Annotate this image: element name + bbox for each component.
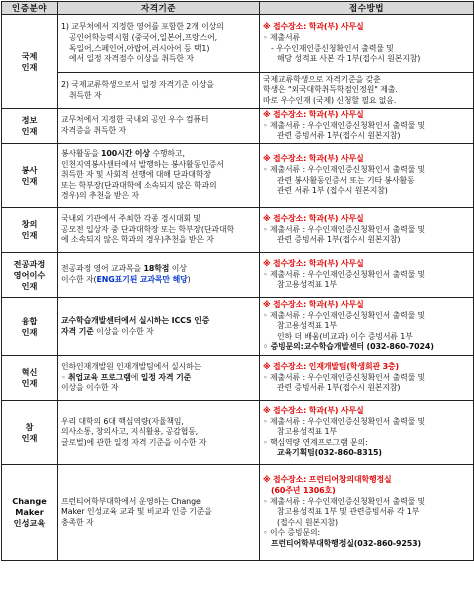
app-line: (접수시 원본지참) — [277, 517, 339, 527]
criteria-line: 공인어학능력시험 (중국어,일본어,프랑스어, — [69, 32, 218, 42]
note-mark: ※ — [263, 259, 271, 269]
app-line: 학생은 "외국대학취득학점인정원" 제출. — [263, 85, 398, 95]
contact-line: 교육기획팀(032-860-8315) — [277, 448, 382, 458]
note-mark: ※ — [263, 110, 271, 120]
contact-line: ◦ 증빙문의:교수학습개발센터 (032-860-7024) — [263, 342, 434, 352]
app-line: 관련 서류 1부 (접수시 원본지참) — [277, 186, 388, 196]
criteria-line: 교무처에서 지정한 국내외 공인 우수 컴퓨터 — [61, 115, 209, 125]
criteria-line: 취득한 자 및 사회적 선행에 대해 단과대학장 — [61, 170, 211, 180]
app-line: ◦ 핵심역량 연계프로그램 문의: — [263, 437, 368, 447]
category-cell — [2, 356, 58, 401]
category-line: 참 — [25, 421, 34, 432]
office-label: 접수장소: 학과(부) 사무실 — [273, 259, 364, 269]
app-line: 참고용성적표 1부 — [277, 427, 337, 437]
category-line: 융합 — [21, 315, 38, 326]
office-label: 접수장소: 인재개발팀(학생회관 3층) — [273, 362, 400, 372]
office-room: (60주년 1306호) — [271, 486, 336, 496]
row-global — [2, 15, 474, 73]
row-innovation — [2, 356, 474, 401]
row-global-exchange — [2, 73, 474, 109]
criteria-blue-note: ENG표기된 교과목만 해당 — [96, 275, 188, 284]
category-line: 인재 — [21, 378, 38, 388]
criteria-line: 교수학습개발센터에서 실시하는 ICCS 인증 — [61, 315, 210, 325]
app-line: 관련 봉사활동인증서 또는 기타 봉사활동 — [277, 175, 415, 185]
criteria-line: 자격증을 취득한 자 — [61, 126, 126, 135]
office-label: 접수장소: 학과(부) 사무실 — [273, 154, 364, 164]
application-cell — [260, 15, 474, 73]
app-line: ◦ 제출서류 : 우수인재인증신청확인서 출력물 및 — [263, 496, 426, 506]
category-cell — [2, 401, 58, 465]
app-line: 참고용성적표 1부 — [277, 280, 337, 290]
category-cell — [2, 144, 58, 208]
criteria-line: 충족한 자 — [61, 517, 94, 527]
note-mark: ※ — [263, 154, 271, 164]
category-line: 전공과정 — [13, 258, 46, 269]
criteria-text: ◦ — [61, 372, 68, 382]
app-line: ◦ 제출서류 : 우수인재인증신청확인서 출력물 및 — [263, 372, 426, 382]
app-line: ◦ 제출서류 : 우수인재인증신청확인서 출력물 및 — [263, 310, 426, 320]
category-line: 혁신 — [21, 367, 38, 377]
row-convergence — [2, 298, 474, 356]
criteria-cell — [58, 73, 260, 109]
note-mark: ※ — [263, 406, 271, 416]
header-application: 접수방법 — [260, 2, 474, 15]
category-line: 인재 — [21, 326, 38, 337]
criteria-text: 이상 — [169, 264, 187, 274]
criteria-line: 국내외 기관에서 주최한 각종 경시대회 및 — [61, 214, 201, 224]
note-mark: ※ — [263, 214, 271, 224]
category-cell — [2, 465, 58, 561]
criteria-line: 또는 학부장(단과대학에 소속되지 않은 학과의 — [61, 180, 217, 190]
criteria-line: 공모전 입상자 중 단과대학장 또는 학부장(단과대학 — [61, 224, 234, 234]
header-criteria: 자격기준 — [58, 2, 260, 15]
row-creative — [2, 208, 474, 253]
criteria-cell — [58, 253, 260, 298]
criteria-text: 이수한 자( — [61, 275, 97, 284]
application-cell — [260, 253, 474, 298]
category-line: 영어이수 — [13, 269, 46, 280]
app-line: ◦ 제출서류 : 우수인재인증신청확인서 출력물 및 — [263, 224, 426, 234]
note-mark: ※ — [263, 300, 271, 310]
criteria-text: 봉사활동을 — [61, 149, 102, 159]
criteria-cell — [58, 109, 260, 144]
app-line: 관련 증빙서류 1부(접수시 원본지참) — [277, 131, 401, 141]
category-line: 인재 — [21, 432, 38, 443]
app-line: - 우수인재인증신청확인서 출력물 및 — [271, 43, 394, 53]
app-line: 국제교류학생으로 자격기준을 갖춘 — [263, 74, 381, 84]
row-volunteer — [2, 144, 474, 208]
app-line: ◦ 제출서류 : 우수인재인증신청확인서 출력물 및 — [263, 164, 426, 174]
office-label: 접수장소: 학과(부) 사무실 — [273, 300, 364, 310]
application-cell — [260, 401, 474, 465]
criteria-line: 취득한 자 — [69, 90, 102, 100]
row-it — [2, 109, 474, 144]
row-true-talent — [2, 401, 474, 465]
application-cell — [260, 356, 474, 401]
criteria-line: 글로벌)에 관한 일정 자격 기준을 이수한 자 — [61, 437, 207, 447]
criteria-line: 에서 일정 자격점수 이상을 취득한 자 — [69, 54, 194, 64]
criteria-cell — [58, 356, 260, 401]
category-line: 인재 — [21, 126, 38, 136]
row-english-major — [2, 253, 474, 298]
office-label: 접수장소: 학과(부) 사무실 — [273, 406, 364, 416]
note-mark: ※ — [263, 22, 271, 32]
criteria-line: 2) 국제교류학생으로서 일정 자격기준 이상을 — [61, 79, 214, 89]
header-category: 인증분야 — [2, 2, 58, 15]
app-line: ◦ 제출서류 : 우수인재인증신청확인서 출력물 및 — [263, 120, 426, 130]
category-cell — [2, 15, 58, 109]
category-line: Change — [12, 496, 47, 506]
category-cell — [2, 253, 58, 298]
application-cell — [260, 208, 474, 253]
criteria-line: 1) 교무처에서 지정한 영어를 포함한 2개 이상의 — [61, 22, 224, 32]
criteria-text: 이상을 이수한 자 — [93, 326, 154, 336]
criteria-text: 에 — [130, 372, 141, 382]
application-cell — [260, 109, 474, 144]
certification-table — [1, 1, 474, 561]
category-cell — [2, 298, 58, 356]
criteria-highlight: 18학점 — [143, 264, 170, 274]
criteria-highlight: 취업교육 프로그램 — [67, 372, 131, 382]
app-line: 관련 증빙서류 1부(접수시 원본지참) — [277, 235, 401, 245]
criteria-line: 경우)의 추천을 받은 자 — [61, 191, 139, 201]
criteria-highlight: 자격 기준 — [61, 326, 94, 336]
note-mark: ※ — [263, 362, 271, 372]
category-line: Maker — [15, 507, 44, 517]
criteria-line: 우리 대학의 6대 핵심역량(자율책임, — [61, 416, 184, 426]
app-line: ◦ 제출서류 : 우수인재인증신청확인서 출력물 및 — [263, 269, 426, 279]
criteria-line: 이상을 이수한 자 — [61, 383, 119, 393]
criteria-line: 에 소속되지 않은 학과의 경우)추천을 받은 자 — [61, 235, 214, 245]
application-cell — [260, 465, 474, 561]
criteria-line: 인하인재개발원 인재개발팀에서 실시하는 — [61, 362, 202, 372]
category-line: 창의 — [21, 219, 38, 229]
app-line: ◦ 제출서류 — [263, 32, 301, 42]
office-label: 접수장소: 프런티어창의대학행정실 — [273, 475, 392, 485]
criteria-cell — [58, 298, 260, 356]
criteria-line: 인천지역봉사센터에서 발행하는 봉사활동인증서 — [61, 159, 224, 169]
criteria-highlight: 일정 자격 기준 — [140, 372, 192, 382]
criteria-text: ) — [187, 275, 191, 284]
criteria-cell — [58, 465, 260, 561]
note-mark: ※ — [263, 475, 271, 485]
criteria-cell — [58, 144, 260, 208]
criteria-cell — [58, 208, 260, 253]
app-line: 따로 우수인재 (국제) 신청할 필요 없음. — [263, 95, 397, 105]
category-line: 인재 — [21, 280, 38, 291]
category-line: 봉사 — [21, 164, 38, 175]
category-cell — [2, 109, 58, 144]
office-label: 접수장소: 학과(부) 사무실 — [273, 110, 364, 120]
app-line: 해당 성적표 사본 각 1부(접수시 원본지참) — [277, 54, 421, 64]
category-line: 국제 — [21, 50, 38, 61]
contact-line: 프런티어학부대학행정실(032-860-9253) — [271, 538, 422, 548]
category-cell — [2, 208, 58, 253]
application-cell — [260, 298, 474, 356]
criteria-cell — [58, 15, 260, 73]
office-label: 접수장소: 학과(부) 사무실 — [273, 214, 364, 224]
app-line: ◦ 제출서류 : 우수인재인증신청확인서 출력물 및 — [263, 416, 426, 426]
criteria-line: 의사소통, 창의사고, 지식활용, 공감협동, — [61, 427, 199, 437]
category-line: 인재 — [21, 230, 38, 240]
criteria-line: 프런티어학부대학에서 운영하는 Change — [61, 496, 201, 506]
criteria-text: 전공과정 영어 교과목을 — [61, 264, 144, 274]
criteria-text: 수행하고, — [149, 149, 185, 159]
category-line: 정보 — [21, 115, 38, 125]
application-cell — [260, 144, 474, 208]
app-line: 참고용성적표 1부 및 관련증빙서류 각 1부 — [277, 507, 420, 517]
app-line: 관련 증빙서류 1부(접수시 원본지참) — [277, 383, 401, 393]
row-change-maker — [2, 465, 474, 561]
category-line: 인재 — [21, 175, 38, 186]
application-cell — [260, 73, 474, 109]
category-line: 인성교육 — [13, 518, 46, 528]
office-label: 접수장소: 학과(부) 사무실 — [273, 22, 364, 32]
app-line: 인하 더 배움(비교과) 이수 증빙서류 1부 — [277, 331, 413, 341]
criteria-line: Maker 인성교육 교과 및 비교과 인증 기준을 — [61, 507, 212, 517]
criteria-highlight: 100시간 이상 — [101, 149, 150, 159]
category-line: 인재 — [21, 61, 38, 72]
app-line: 참고용성적표 1부 — [277, 321, 337, 331]
app-line: ◦ 이수 증빙문의: — [263, 528, 321, 538]
criteria-line: 독일어,스페인어,아랍어,러시아어 등 택1) — [69, 43, 210, 53]
criteria-cell — [58, 401, 260, 465]
header-row — [2, 2, 474, 15]
